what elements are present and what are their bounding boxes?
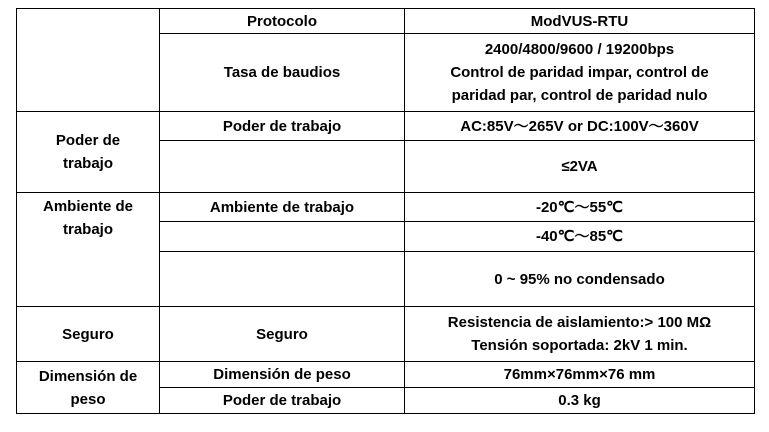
table-cell: 0 ~ 95% no condensado [405, 252, 755, 307]
table-cell: -40℃～85℃ [405, 222, 755, 252]
table-cell: Seguro [160, 307, 405, 362]
table-cell: Poder de trabajo [160, 388, 405, 414]
table-cell: Dimensión de peso [160, 362, 405, 388]
table-cell: Ambiente de trabajo [160, 193, 405, 222]
table-cell: ModVUS-RTU [405, 9, 755, 34]
spec-table [16, 8, 755, 414]
table-cell: ≤2VA [405, 141, 755, 193]
table-cell: Dimensión de peso [17, 362, 160, 414]
table-cell: Protocolo [160, 9, 405, 34]
table-row [17, 112, 755, 141]
table-cell [160, 252, 405, 307]
table-cell: Poder de trabajo [17, 112, 160, 193]
table-row [17, 193, 755, 222]
table-cell [17, 9, 160, 112]
table-cell: AC:85V～265V or DC:100V～360V [405, 112, 755, 141]
table-row [17, 307, 755, 362]
table-cell [160, 141, 405, 193]
table-row [17, 9, 755, 34]
table-cell: Tasa de baudios [160, 34, 405, 112]
table-cell: Resistencia de aislamiento:> 100 MΩ Tensión soportada: 2kV 1 min. [405, 307, 755, 362]
table-cell: Poder de trabajo [160, 112, 405, 141]
table-cell: -20℃～55℃ [405, 193, 755, 222]
table-cell [160, 222, 405, 252]
table-cell: 2400/4800/9600 / 19200bps Control de paridad impar, control de paridad par, control de paridad nulo [405, 34, 755, 112]
table-cell: Ambiente de trabajo [17, 193, 160, 307]
table-cell: 76mm×76mm×76 mm [405, 362, 755, 388]
table-row [17, 362, 755, 388]
table-cell: 0.3 kg [405, 388, 755, 414]
table-cell: Seguro [17, 307, 160, 362]
